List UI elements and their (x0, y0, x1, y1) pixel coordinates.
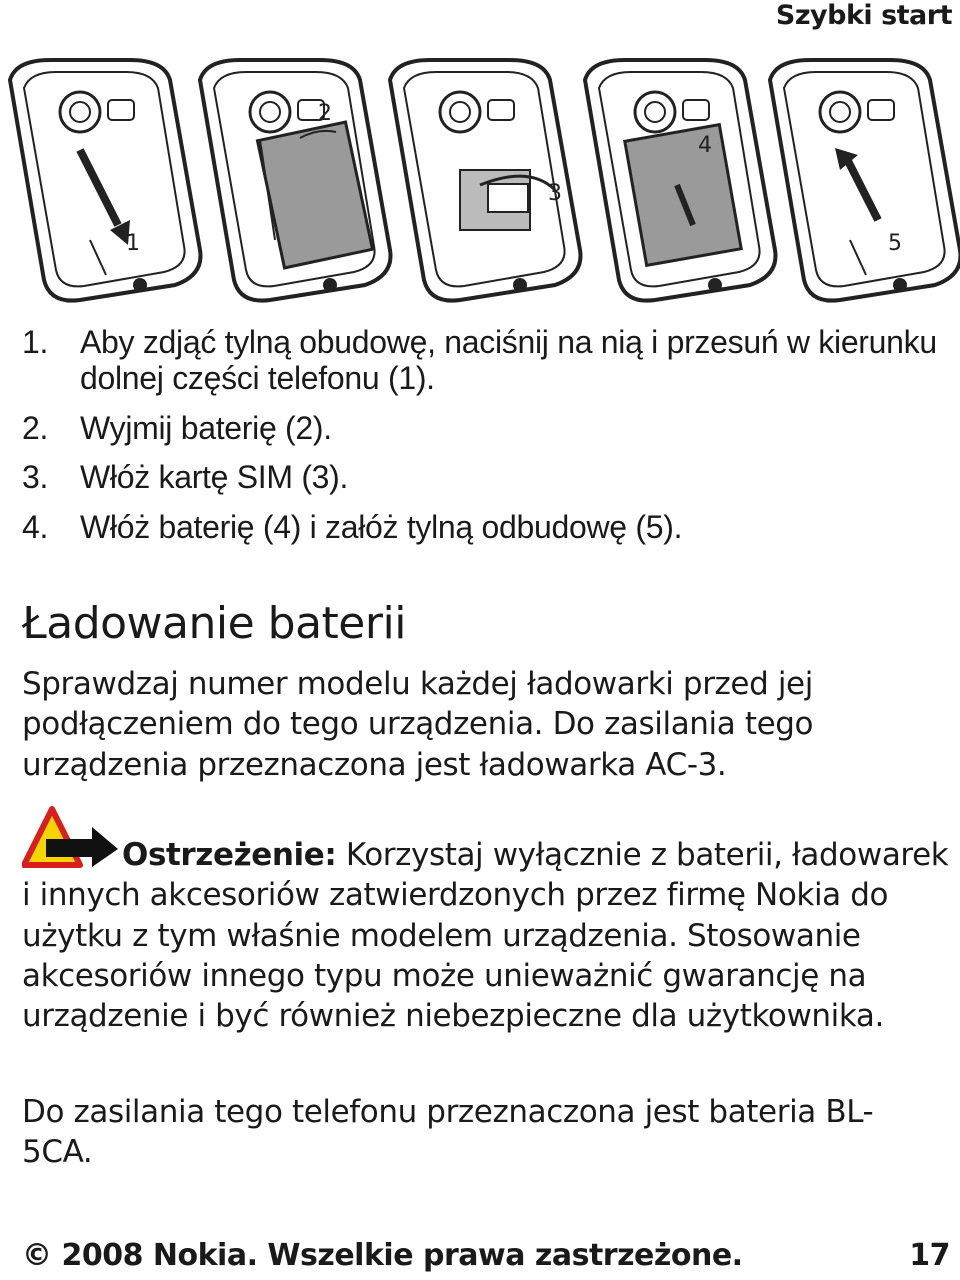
callout-3: 3 (548, 181, 562, 206)
phone-assembly-illustration (0, 40, 960, 310)
charger-paragraph: Sprawdzaj numer modelu każdej ładowarki przed jej podłączeniem do tego urządzenia. Do zasilania tego urządzenia przeznaczona jest ładowarka AC-3. (22, 666, 814, 783)
warning-block (22, 805, 952, 1036)
step-text: Włóż kartę SIM (3). (80, 459, 349, 496)
instruction-steps (22, 325, 942, 560)
page-number: 17 (909, 1238, 950, 1273)
battery-note: Do zasilania tego telefonu przeznaczona jest bateria BL-5CA. (22, 1094, 874, 1171)
phone-step-1 (10, 60, 200, 301)
step-number: 1. (22, 324, 49, 360)
warning-label: Ostrzeżenie: (122, 837, 337, 873)
copyright-text: © 2008 Nokia. Wszelkie prawa zastrzeżone. (22, 1238, 743, 1273)
step-text: Aby zdjąć tylną obudowę, naciśnij na nią i przesuń w kierunku dolnej części telefonu (1). (80, 324, 937, 396)
callout-2: 2 (318, 101, 332, 126)
step-number: 3. (22, 459, 49, 496)
step-number: 2. (22, 409, 49, 446)
warning-icon (22, 805, 120, 871)
section-title: Ładowanie baterii (22, 598, 406, 649)
phone-step-4 (585, 60, 775, 301)
page-footer (22, 1238, 950, 1273)
callout-4: 4 (698, 133, 712, 158)
callout-1: 1 (126, 231, 140, 256)
step-number: 4. (22, 509, 49, 546)
callout-5: 5 (888, 231, 902, 256)
running-header: Szybki start (775, 0, 952, 31)
phone-step-5 (770, 60, 960, 301)
step-item (22, 411, 942, 447)
step-item (22, 510, 942, 546)
phone-step-2 (200, 60, 390, 301)
step-item (22, 460, 942, 496)
step-text: Włóż baterię (4) i załóż tylną odbudowę (5). (80, 509, 683, 546)
warning-text: Korzystaj wyłącznie z baterii, ładowarek i innych akcesoriów zatwierdzonych przez firmę Nokia do użytku z tym właśnie modelem urządzenia. Stosowanie akcesoriów innego typu może unieważnić gwarancję na urządzenie i być również niebezpieczne dla użytkownika. (22, 837, 949, 1035)
step-item (22, 325, 942, 397)
step-text: Wyjmij baterię (2). (80, 409, 332, 446)
